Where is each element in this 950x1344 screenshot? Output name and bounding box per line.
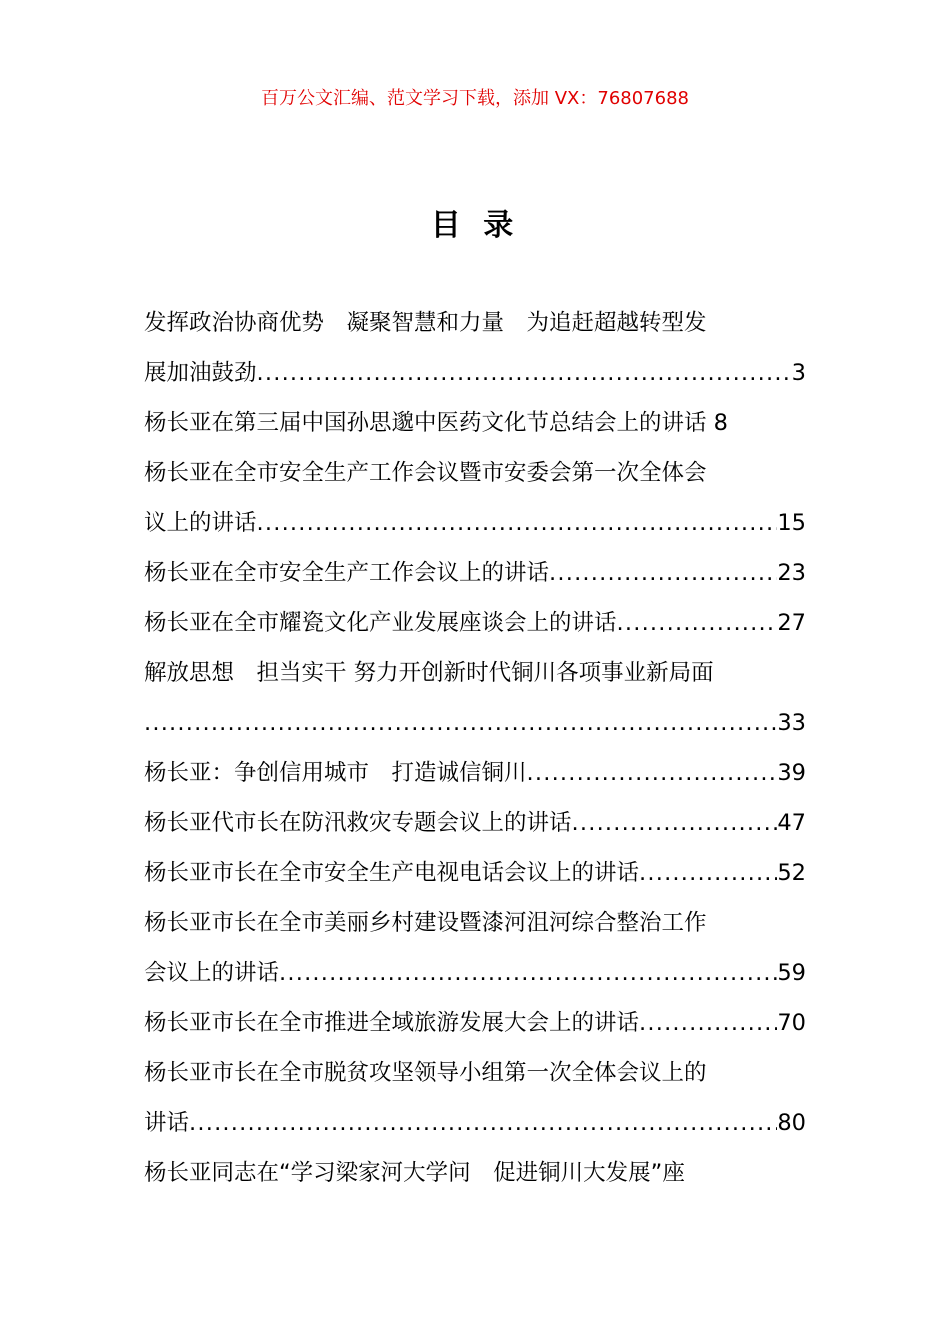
toc-line[interactable]: 杨长亚：争创信用城市 打造诚信铜川 ..... 39	[144, 748, 806, 798]
dot-leader	[617, 598, 778, 648]
toc-line[interactable]: 讲话 ..... 80	[144, 1098, 806, 1148]
toc-line[interactable]: 会议上的讲话 ..... 59	[144, 948, 806, 998]
toc-line[interactable]: 杨长亚在全市耀瓷文化产业发展座谈会上的讲话 ..... 27	[144, 598, 806, 648]
table-of-contents	[144, 298, 806, 1198]
dot-leader	[144, 698, 777, 748]
page-number: 3	[791, 360, 806, 386]
dot-leader	[279, 948, 777, 998]
toc-line[interactable]: 杨长亚市长在全市脱贫攻坚领导小组第一次全体会议上的	[144, 1060, 707, 1086]
toc-line[interactable]: 杨长亚在全市安全生产工作会议暨市安委会第一次全体会	[144, 460, 707, 486]
page-number: 23	[777, 560, 806, 586]
page-number: 59	[777, 960, 806, 986]
dot-leader	[639, 998, 777, 1048]
page-number: 15	[777, 510, 806, 536]
toc-line[interactable]: 杨长亚在第三届中国孙思邈中医药文化节总结会上的讲话 8	[144, 410, 728, 436]
page-number: 52	[777, 860, 806, 886]
toc-line[interactable]: 杨长亚市长在全市推进全域旅游发展大会上的讲话 ..... 70	[144, 998, 806, 1048]
toc-line[interactable]: 杨长亚同志在“学习梁家河大学问 促进铜川大发展”座	[144, 1160, 685, 1186]
dot-leader	[549, 548, 777, 598]
toc-line[interactable]: 议上的讲话 ..... 15	[144, 498, 806, 548]
dot-leader	[639, 848, 777, 898]
toc-line[interactable]: 解放思想 担当实干 努力开创新时代铜川各项事业新局面	[144, 660, 714, 686]
toc-line[interactable]: 杨长亚市长在全市安全生产电视电话会议上的讲话 ..... 52	[144, 848, 806, 898]
toc-line[interactable]: 展加油鼓劲 ..... 3	[144, 348, 806, 398]
page-number: 39	[777, 760, 806, 786]
toc-line[interactable]	[144, 698, 806, 748]
page-title: 目 录	[430, 208, 520, 243]
dot-leader	[572, 798, 778, 848]
dot-leader	[257, 348, 792, 398]
page-number: 80	[777, 1110, 806, 1136]
dot-leader	[527, 748, 778, 798]
page-number: 47	[777, 810, 806, 836]
toc-line[interactable]: 杨长亚代市长在防汛救灾专题会议上的讲话 ..... 47	[144, 798, 806, 848]
page-number: 33	[777, 710, 806, 736]
dot-leader	[189, 1098, 777, 1148]
dot-leader	[257, 498, 778, 548]
watermark-header: 百万公文汇编、范文学习下载，添加 VX：76807688	[261, 88, 689, 109]
page-number: 70	[777, 1010, 806, 1036]
toc-line[interactable]: 杨长亚在全市安全生产工作会议上的讲话 ..... 23	[144, 548, 806, 598]
toc-line[interactable]: 发挥政治协商优势 凝聚智慧和力量 为追赶超越转型发	[144, 310, 707, 336]
page-number: 27	[777, 610, 806, 636]
toc-line[interactable]: 杨长亚市长在全市美丽乡村建设暨漆河沮河综合整治工作	[144, 910, 707, 936]
